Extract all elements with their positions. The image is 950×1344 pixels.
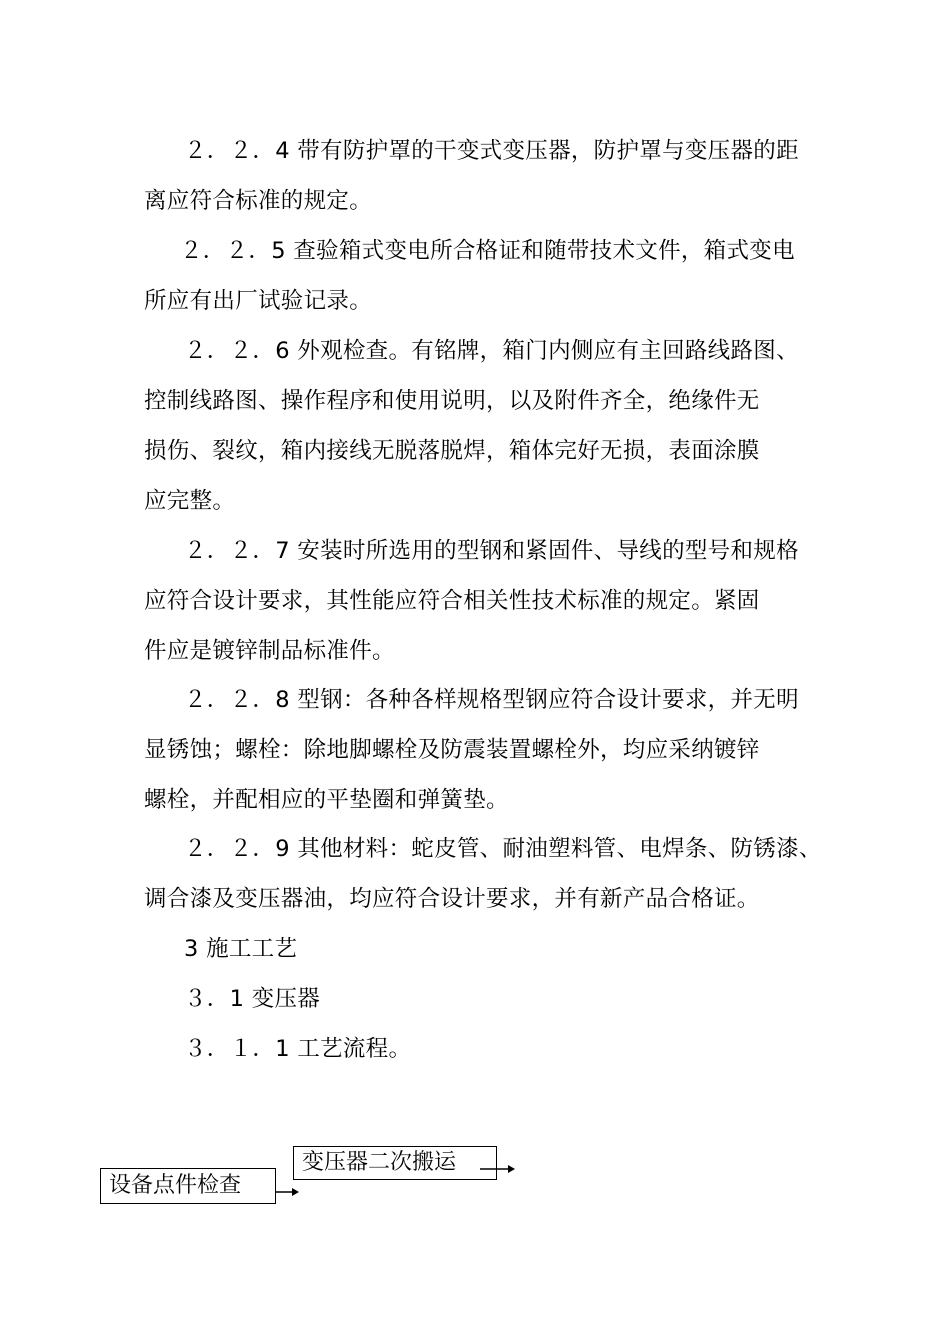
- flow-box-label: 变压器二次搬运: [302, 1150, 457, 1175]
- text-line: 所应有出厂试验记录。: [144, 288, 373, 314]
- flow-box-label: 设备点件检查: [109, 1173, 242, 1198]
- text-line: 应完整。: [144, 488, 236, 514]
- text-line: ２．２．4 带有防护罩的干变式变压器，防护罩与变压器的距: [184, 138, 799, 164]
- text-line: 显锈蚀；螺栓：除地脚螺栓及防震装置螺栓外，均应采纳镀锌: [144, 737, 760, 763]
- text-line: 损伤、裂纹，箱内接线无脱落脱焊，箱体完好无损，表面涂膜: [144, 438, 760, 464]
- section-heading: 3 施工工艺: [184, 936, 298, 962]
- text-line: 离应符合标准的规定。: [144, 188, 373, 214]
- flow-box-transformer-transport: [293, 1146, 497, 1180]
- text-line: ２．２．6 外观检查。有铭牌，箱门内侧应有主回路线路图、: [184, 338, 799, 364]
- text-line: ２．２．7 安装时所选用的型钢和紧固件、导线的型号和规格: [184, 538, 799, 564]
- text-line: 应符合设计要求，其性能应符合相关性技术标准的规定。紧固: [144, 588, 760, 614]
- text-line: 件应是镀锌制品标准件。: [144, 638, 395, 664]
- arrow-icon: [276, 1188, 299, 1196]
- text-line: 调合漆及变压器油，均应符合设计要求，并有新产品合格证。: [144, 886, 760, 912]
- text-line: 螺栓，并配相应的平垫圈和弹簧垫。: [144, 787, 509, 813]
- text-line: ２．２．9 其他材料：蛇皮管、耐油塑料管、电焊条、防锈漆、: [184, 836, 822, 862]
- subsection-heading: ３．1 变压器: [184, 986, 321, 1012]
- subsubsection-heading: ３．１．1 工艺流程。: [184, 1036, 412, 1062]
- flow-box-equipment-check: [100, 1168, 276, 1204]
- text-line: ２．２．8 型钢：各种各样规格型钢应符合设计要求，并无明: [184, 687, 799, 713]
- text-line: 控制线路图、操作程序和使用说明，以及附件齐全，绝缘件无: [144, 388, 760, 414]
- text-line: ２．２．5 查验箱式变电所合格证和随带技术文件，箱式变电: [180, 238, 795, 264]
